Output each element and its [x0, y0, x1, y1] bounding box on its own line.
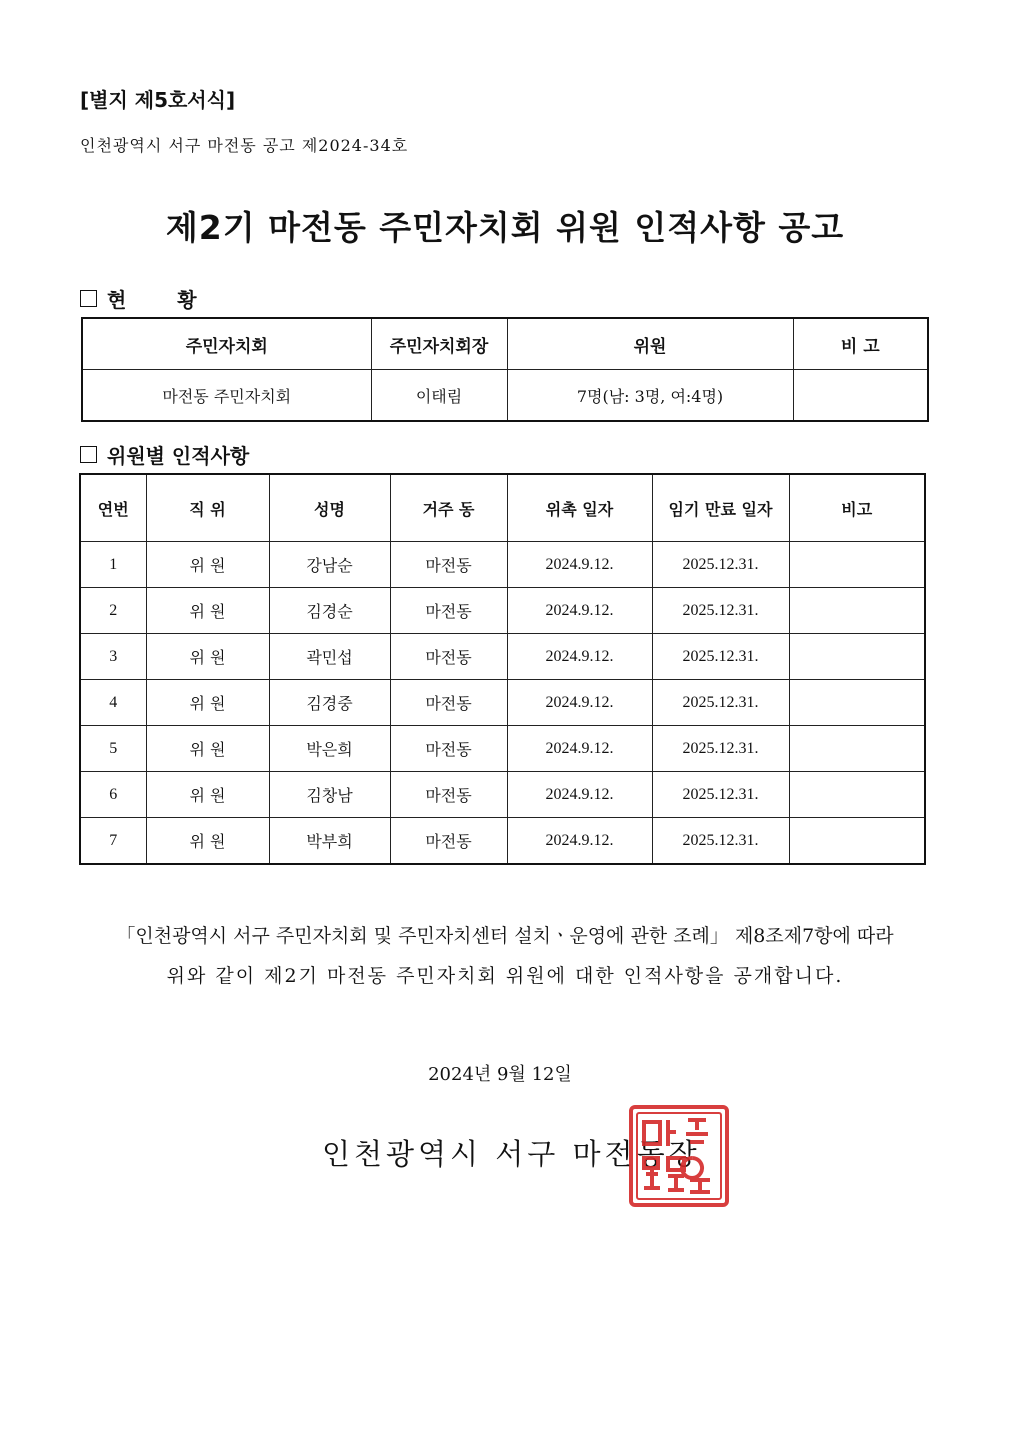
status-table	[81, 317, 929, 422]
table-cell: 위 원	[146, 542, 269, 588]
table-cell: 김경중	[269, 680, 390, 726]
table-row	[80, 634, 925, 680]
table-cell	[789, 818, 925, 865]
table-cell: 7명(남: 3명, 여:4명)	[507, 370, 793, 422]
header-cell: 주민자치회	[82, 318, 371, 370]
table-cell	[789, 772, 925, 818]
table-cell	[789, 634, 925, 680]
page-title: 제2기 마전동 주민자치회 위원 인적사항 공고	[165, 208, 845, 247]
table-header-row	[82, 318, 928, 370]
table-cell: 마전동	[390, 772, 507, 818]
header-cell: 비 고	[793, 318, 928, 370]
disclosure-text: 위와 같이 제2기 마전동 주민자치회 위원에 대한 인적사항을 공개합니다.	[166, 965, 844, 987]
table-cell: 2024.9.12.	[507, 634, 652, 680]
table-row	[82, 370, 928, 422]
table-cell: 강남순	[269, 542, 390, 588]
table-cell: 2025.12.31.	[652, 818, 789, 865]
notice-number: 인천광역시 서구 마전동 공고 제2024-34호	[80, 136, 409, 155]
table-header-row	[80, 474, 925, 542]
table-cell: 마전동	[390, 680, 507, 726]
table-cell: 3	[80, 634, 146, 680]
table-cell: 곽민섭	[269, 634, 390, 680]
table-row	[80, 542, 925, 588]
header-cell: 연번	[80, 474, 146, 542]
table-cell: 2	[80, 588, 146, 634]
table-cell: 2025.12.31.	[652, 634, 789, 680]
header-cell: 위촉 일자	[507, 474, 652, 542]
table-row	[80, 818, 925, 865]
table-cell: 마전동	[390, 634, 507, 680]
table-cell: 2025.12.31.	[652, 680, 789, 726]
table-cell	[789, 680, 925, 726]
table-cell: 위 원	[146, 588, 269, 634]
table-cell: 2024.9.12.	[507, 772, 652, 818]
issuer-name: 인천광역시 서구 마전동장	[322, 1137, 701, 1171]
table-cell: 2025.12.31.	[652, 588, 789, 634]
table-row	[80, 772, 925, 818]
table-cell: 위 원	[146, 634, 269, 680]
table-cell: 2025.12.31.	[652, 772, 789, 818]
header-cell: 위원	[507, 318, 793, 370]
table-cell: 1	[80, 542, 146, 588]
table-cell: 마전동 주민자치회	[82, 370, 371, 422]
header-cell: 비고	[789, 474, 925, 542]
legal-basis-text: 「인천광역시 서구 주민자치회 및 주민자치센터 설치ㆍ운영에 관한 조례」 제8조제7항에 따라	[116, 925, 894, 947]
table-cell: 2025.12.31.	[652, 542, 789, 588]
table-cell: 2024.9.12.	[507, 542, 652, 588]
table-row	[80, 680, 925, 726]
table-cell: 5	[80, 726, 146, 772]
section-members-heading	[80, 440, 249, 469]
table-cell	[789, 726, 925, 772]
table-cell: 7	[80, 818, 146, 865]
table-cell: 마전동	[390, 588, 507, 634]
checkbox-square-icon	[80, 446, 97, 463]
table-cell: 마전동	[390, 818, 507, 865]
notice-date: 2024년 9월 12일	[428, 1064, 572, 1085]
section-status-heading	[80, 284, 219, 313]
members-table	[79, 473, 926, 865]
header-cell: 거주 동	[390, 474, 507, 542]
section-members-label: 위원별 인적사항	[107, 444, 250, 468]
table-cell: 김경순	[269, 588, 390, 634]
table-cell: 마전동	[390, 542, 507, 588]
table-row	[80, 588, 925, 634]
table-cell: 2024.9.12.	[507, 680, 652, 726]
table-row	[80, 726, 925, 772]
table-cell: 4	[80, 680, 146, 726]
table-cell: 이태림	[371, 370, 507, 422]
table-cell	[793, 370, 928, 422]
header-cell: 주민자치회장	[371, 318, 507, 370]
table-cell: 위 원	[146, 680, 269, 726]
table-cell: 6	[80, 772, 146, 818]
header-cell: 직 위	[146, 474, 269, 542]
table-cell: 2024.9.12.	[507, 726, 652, 772]
section-status-label: 현 황	[107, 288, 219, 312]
table-cell: 김창남	[269, 772, 390, 818]
table-cell: 박은희	[269, 726, 390, 772]
checkbox-square-icon	[80, 290, 97, 307]
table-cell: 2024.9.12.	[507, 588, 652, 634]
header-cell: 임기 만료 일자	[652, 474, 789, 542]
table-cell: 위 원	[146, 726, 269, 772]
table-cell: 위 원	[146, 818, 269, 865]
form-tag: [별지 제5호서식]	[80, 88, 236, 112]
header-cell: 성명	[269, 474, 390, 542]
table-cell	[789, 588, 925, 634]
table-cell: 마전동	[390, 726, 507, 772]
official-seal-icon	[628, 1104, 730, 1208]
table-cell	[789, 542, 925, 588]
table-cell: 위 원	[146, 772, 269, 818]
table-cell: 2025.12.31.	[652, 726, 789, 772]
table-cell: 2024.9.12.	[507, 818, 652, 865]
table-cell: 박부희	[269, 818, 390, 865]
